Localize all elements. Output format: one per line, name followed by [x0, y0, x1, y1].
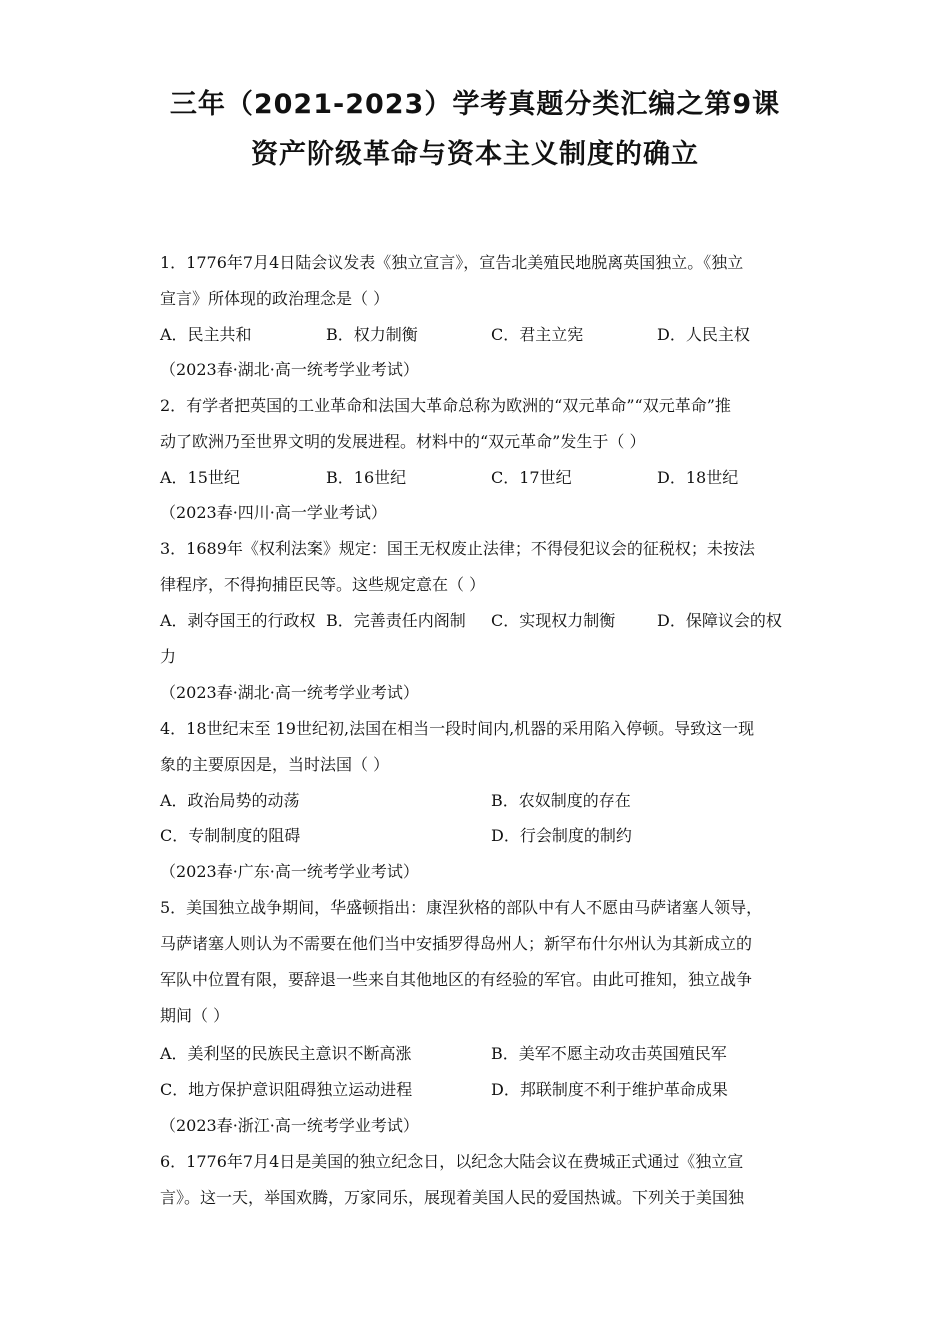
q4-option-a[interactable]: A．政治局势的动荡: [160, 791, 300, 810]
q1-option-b[interactable]: B．权力制衡: [326, 325, 418, 344]
q5-stem-line1: 5．美国独立战争期间，华盛顿指出：康涅狄格的部队中有人不愿由马萨诸塞人领导，: [160, 898, 763, 917]
document-title-line2: 资产阶级革命与资本主义制度的确立: [251, 139, 699, 170]
q2-stem-line1: 2．有学者把英国的工业革命和法国大革命总称为欧洲的“双元革命”“双元革命”推: [160, 396, 731, 415]
q4-stem-line2: 象的主要原因是，当时法国（ ）: [160, 755, 390, 774]
q5-option-d[interactable]: D．邦联制度不利于维护革命成果: [491, 1080, 728, 1099]
q3-option-a[interactable]: A．剥夺国王的行政权: [160, 611, 316, 630]
q1-stem-line1: 1．1776年7月4日陆会议发表《独立宣言》，宣告北美殖民地脱离英国独立。《独立: [160, 253, 744, 272]
q1-option-c[interactable]: C．君主立宪: [491, 325, 584, 344]
q3-option-d[interactable]: D．保障议会的权: [657, 611, 782, 630]
q5-option-a[interactable]: A．美利坚的民族民主意识不断高涨: [160, 1044, 412, 1063]
q6-stem-line2: 言》。这一天，举国欢腾，万家同乐，展现着美国人民的爱国热诚。下列关于美国独: [160, 1188, 745, 1207]
q5-option-b[interactable]: B．美军不愿主动攻击英国殖民军: [491, 1044, 727, 1063]
q3-source: （2023春·湖北·高一统考学业考试）: [160, 683, 419, 702]
q6-stem-line1: 6．1776年7月4日是美国的独立纪念日，以纪念大陆会议在费城正式通过《独立宣: [160, 1152, 744, 1171]
q1-stem-line2: 宣言》所体现的政治理念是（ ）: [160, 289, 390, 308]
q3-option-b[interactable]: B．完善责任内阁制: [326, 611, 466, 630]
q2-source: （2023春·四川·高一学业考试）: [160, 503, 387, 522]
q1-source: （2023春·湖北·高一统考学业考试）: [160, 360, 419, 379]
q5-stem-line3: 军队中位置有限，要辞退一些来自其他地区的有经验的军官。由此可推知，独立战争: [160, 970, 753, 989]
q1-option-a[interactable]: A．民主共和: [160, 325, 252, 344]
q5-option-c[interactable]: C．地方保护意识阻碍独立运动进程: [160, 1080, 413, 1099]
q5-stem-line2: 马萨诸塞人则认为不需要在他们当中安插罗得岛州人；新罕布什尔州认为其新成立的: [160, 934, 753, 953]
q3-stem-line1: 3．1689年《权利法案》规定：国王无权废止法律；不得侵犯议会的征税权；未按法: [160, 539, 755, 558]
q4-source: （2023春·广东·高一统考学业考试）: [160, 862, 419, 881]
q5-source: （2023春·浙江·高一统考学业考试）: [160, 1116, 419, 1135]
q4-stem-line1: 4．18世纪末至 19世纪初,法国在相当一段时间内,机器的采用陷入停顿。导致这一现: [160, 719, 755, 738]
q1-option-d[interactable]: D．人民主权: [657, 325, 750, 344]
q5-stem-line4: 期间（ ）: [160, 1006, 230, 1025]
q2-option-d[interactable]: D．18世纪: [657, 468, 739, 487]
q4-option-c[interactable]: C．专制制度的阻碍: [160, 826, 301, 845]
document-title-line1: 三年（2021-2023）学考真题分类汇编之第9课: [169, 89, 781, 120]
q3-option-c[interactable]: C．实现权力制衡: [491, 611, 616, 630]
q2-option-c[interactable]: C．17世纪: [491, 468, 572, 487]
q2-stem-line2: 动了欧洲乃至世界文明的发展进程。材料中的“双元革命”发生于（ ）: [160, 432, 646, 451]
q2-option-a[interactable]: A．15世纪: [160, 468, 240, 487]
q3-stem-line2: 律程序，不得拘捕臣民等。这些规定意在（ ）: [160, 575, 486, 594]
q3-option-d-wrap: 力: [160, 647, 177, 666]
q4-option-d[interactable]: D．行会制度的制约: [491, 826, 632, 845]
q4-option-b[interactable]: B．农奴制度的存在: [491, 791, 631, 810]
q2-option-b[interactable]: B．16世纪: [326, 468, 407, 487]
